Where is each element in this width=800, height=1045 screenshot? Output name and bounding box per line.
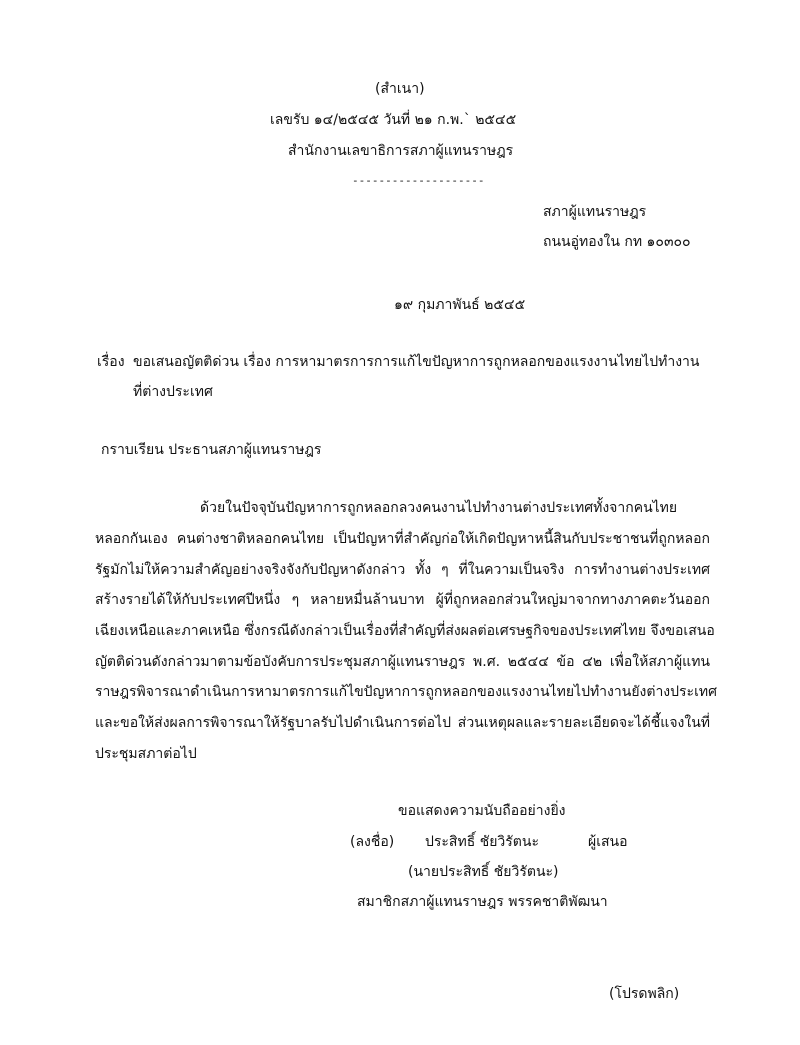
address-line-2: ถนนอู่ทองใน กท ๑๐๓๐๐ [543, 234, 691, 250]
closing-regards: ขอแสดงความนับถืออย่างยิ่ง [398, 803, 566, 819]
office-name: สำนักงานเลขาธิการสภาผู้แทนราษฎร [288, 143, 514, 159]
body-line: หลอกกันเอง คนต่างชาติหลอกคนไทย เป็นปัญหาที่สำคัญก่อให้เกิดปัญหาหนี้สินกับประชาชนที่ถูกหลอก [95, 531, 710, 547]
copy-mark: (สำเนา) [375, 81, 425, 97]
signature-prefix: (ลงชื่อ) [350, 834, 395, 850]
signer-position: สมาชิกสภาผู้แทนราษฎร พรรคชาติพัฒนา [357, 894, 608, 910]
body-line: ประชุมสภาต่อไป [95, 746, 197, 762]
body-line: ราษฎรพิจารณาดำเนินการหามาตรการแก้ไขปัญหาการถูกหลอกของแรงงานไทยไปทำงานยังต่างประเทศ [95, 684, 717, 700]
letter-date: ๑๙ กุมภาพันธ์ ๒๕๔๕ [394, 297, 526, 313]
header-separator: -------------------- [352, 174, 485, 187]
subject-label: เรื่อง [97, 354, 125, 370]
body-line: ญัตติด่วนดังกล่าวมาตามข้อบังคับการประชุมสภาผู้แทนราษฎร พ.ศ. ๒๕๔๔ ข้อ ๔๒ เพื่อให้สภาผู้แทน [95, 654, 710, 670]
turn-over-note: (โปรดพลิก) [609, 986, 680, 1002]
address-line-1: สภาผู้แทนราษฎร [543, 204, 647, 220]
body-line: ด้วยในปัจจุบันปัญหาการถูกหลอกลวงคนงานไปทำงานต่างประเทศทั้งจากคนไทย [200, 500, 678, 516]
receipt-number-line: เลขรับ ๑๔/๒๕๔๕ วันที่ ๒๑ ก.พ.` ๒๕๔๕ [270, 112, 517, 128]
body-line: และขอให้ส่งผลการพิจารณาให้รัฐบาลรับไปดำเนินการต่อไป ส่วนเหตุผลและรายละเอียดจะได้ชี้แจงในที่ [95, 715, 710, 731]
printed-name: (นายประสิทธิ์ ชัยวิรัตนะ) [408, 864, 559, 880]
body-line: เฉียงเหนือและภาคเหนือ ซึ่งกรณีดังกล่าวเป็นเรื่องที่สำคัญที่ส่งผลต่อเศรษฐกิจของประเทศไทย จึงขอเสนอ [95, 623, 715, 639]
salutation: กราบเรียน ประธานสภาผู้แทนราษฎร [101, 442, 322, 458]
body-line: รัฐมักไม่ให้ความสำคัญอย่างจริงจังกับปัญหาดังกล่าว ทั้ง ๆ ที่ในความเป็นจริง การทำงานต่างประเทศ [95, 562, 710, 578]
signer-name: ประสิทธิ์ ชัยวิรัตนะ [425, 834, 539, 850]
signer-role: ผู้เสนอ [588, 834, 628, 850]
subject-line-2: ที่ต่างประเทศ [133, 384, 213, 400]
subject-line-1: ขอเสนอญัตติด่วน เรื่อง การหามาตรการการแก้ไขปัญหาการถูกหลอกของแรงงานไทยไปทำงาน [133, 354, 700, 370]
body-line: สร้างรายได้ให้กับประเทศปีหนึ่ง ๆ หลายหมื่นล้านบาท ผู้ที่ถูกหลอกส่วนใหญ่มาจากทางภาคตะวันออก [95, 592, 710, 608]
